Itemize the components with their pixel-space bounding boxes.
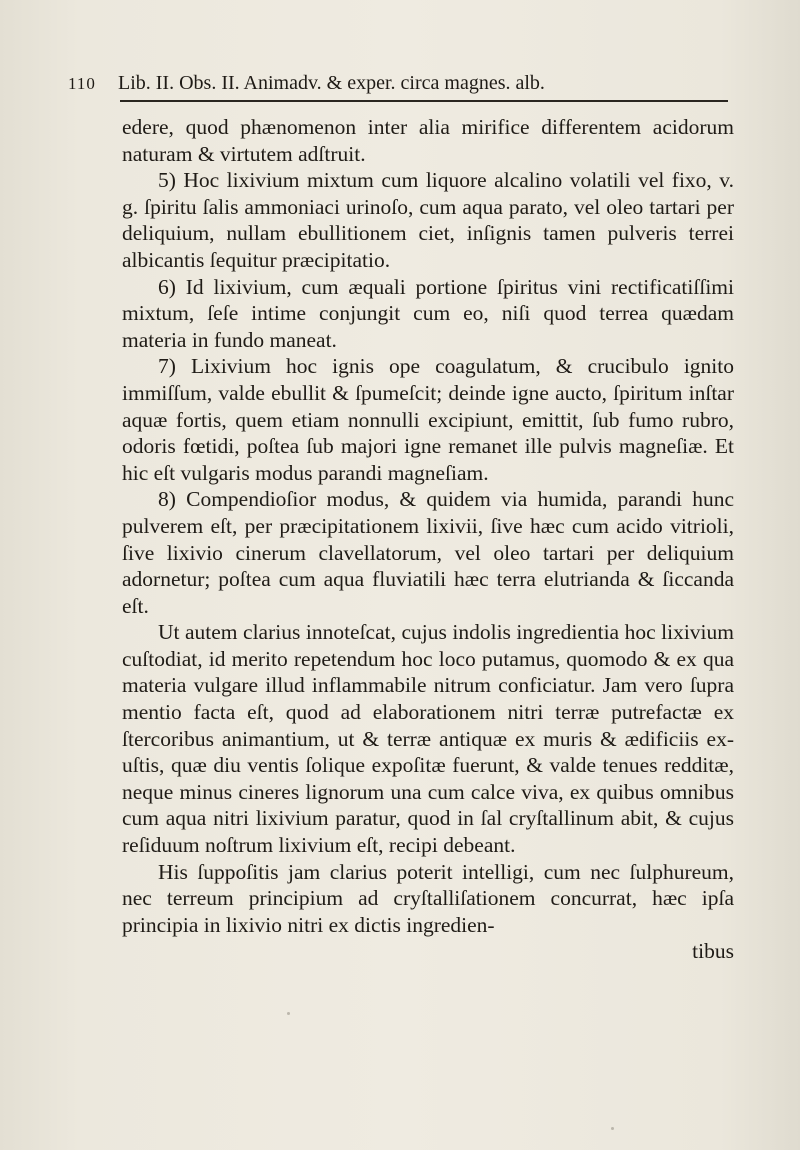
page-header bbox=[68, 62, 733, 102]
paragraph-4: 7) Lixivium hoc ignis ope coagulatum, & crucibulo ignito immiſſum, valde ebullit & ſpumeſcit; deinde igne aucto, ſpiritum inſtar aquæ fortis, quem etiam nonnulli excipiunt, emittit, ſub fumo rubro, odoris fœtidi, poſtea ſub majori igne remanet ille pulvis magneſiæ. Et hic eſt vulgaris modus parandi magneſiam. bbox=[122, 354, 734, 485]
paper-speck bbox=[611, 1127, 614, 1130]
paper-speck bbox=[287, 1012, 290, 1015]
catchword: tibus bbox=[692, 939, 734, 964]
paragraph-3: 6) Id lixivium, cum æquali portione ſpiritus vini rectificatiſſimi mixtum, ſeſe intime conjungit cum eo, niſi quod terrea quædam materia in fundo maneat. bbox=[122, 274, 734, 352]
running-head: Lib. II. Obs. II. Animadv. & exper. circa magnes. alb. bbox=[118, 72, 545, 94]
paragraph-6: Ut autem clarius innoteſcat, cujus indolis ingredientia hoc lixivium cuſtodiat, id merito repetendum hoc loco putamus, quomodo & ex qua materia vulgare illud inflammabile nitrum conficiatur. Jam vero ſupra mentio facta eſt, quod ad elaborationem nitri terræ putrefactæ ex ſtercoribus animantium, ut & terræ antiquæ ex muris & ædificiis exuſtis, quæ diu ventis ſolique expoſitæ fuerunt, & valde tenues redditæ, neque minus cineres lignorum una cum calce viva, ex quibus omnibus cum aqua nitri lixivium paratur, quod in ſal cryſtallinum abit, & cujus reſiduum noſtrum lixivium eſt, recipi debeant. bbox=[122, 620, 734, 858]
page-body bbox=[122, 114, 734, 965]
paragraph-1: edere, quod phænomenon inter alia mirifice differentem acidorum naturam & virtutem adſtruit. bbox=[122, 115, 734, 166]
paragraph-5: 8) Compendioſior modus, & quidem via humida, parandi hunc pulverem eſt, per præcipitationem lixivii, ſive hæc cum acido vitrioli, ſive lixivio cinerum clavellatorum, vel oleo tartari per deliquium adornetur; poſtea cum aqua fluviatili hæc terra elutrianda & ſiccanda eſt. bbox=[122, 487, 734, 618]
paragraph-2: 5) Hoc lixivium mixtum cum liquore alcalino volatili vel fixo, v. g. ſpiritu ſalis ammoniaci urinoſo, cum aqua parato, vel oleo tartari per deliquium, nullam ebullitionem ciet, inſignis tamen pulveris terrei albicantis ſequitur præcipitatio. bbox=[122, 168, 734, 272]
paragraph-7: His ſuppoſitis jam clarius poterit intelligi, cum nec ſulphureum, nec terreum principium ad cryſtalliſationem concurrat, hæc ipſa principia in lixivio nitri ex dictis ingredien- bbox=[122, 859, 734, 937]
page-number: 110 bbox=[68, 74, 96, 93]
header-rule bbox=[120, 100, 728, 102]
